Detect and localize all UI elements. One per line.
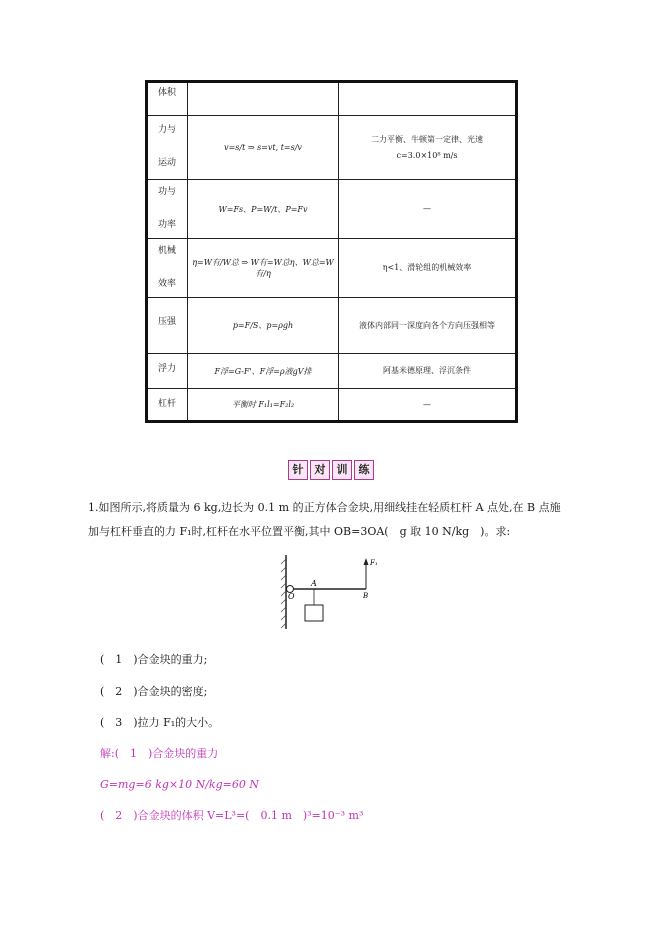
table-row (148, 389, 515, 420)
note-cell: 阿基米德原理、浮沉条件 (383, 366, 471, 376)
note-cell: η<1、滑轮组的机械效率 (382, 263, 472, 273)
label-o: O (288, 592, 295, 601)
label-f1: F₁ (370, 559, 378, 567)
quantity-name: 压强 (148, 298, 188, 353)
lever-diagram (280, 553, 400, 633)
note-cell: 二力平衡、牛顿第一定律、光速 c=3.0×10⁸ m/s (371, 135, 483, 160)
formula-cell: 平衡时 F₁l₁=F₂l₂ (188, 389, 339, 420)
section-title-char: 针 (288, 460, 308, 480)
question-text: 1.如图所示,将质量为 6 kg,边长为 0.1 m 的正方体合金块,用细线挂在轻质杠杆 A 点处,在 B 点施加与杠杆垂直的力 F₁时,杠杆在水平位置平衡,其中 OB=3OA( g 取 10 N/kg )。求: (88, 501, 561, 538)
question-part: ( 2 )合金块的密度; (100, 685, 208, 698)
table-row (148, 354, 515, 389)
formula-cell: p=F/S、p=ρgh (188, 298, 339, 353)
quantity-name: 杠杆 (148, 389, 188, 420)
formula-cell: W=Fs、P=W/t、P=Fv (188, 180, 339, 238)
formula-cell (188, 83, 339, 115)
formula-cell: v=s/t ⇒ s=vt, t=s/v (188, 116, 339, 179)
quantity-name: 机械 效率 (148, 239, 188, 297)
label-b: B (363, 592, 369, 600)
formula-table (145, 80, 518, 423)
solution-line: 解:( 1 )合金块的重力 (100, 747, 219, 760)
section-title-char: 对 (310, 460, 330, 480)
quantity-name: 功与 功率 (148, 180, 188, 238)
section-title-char: 练 (354, 460, 374, 480)
solution-line: G=mg=6 kg×10 N/kg=60 N (100, 778, 259, 791)
table-row (148, 239, 515, 298)
section-title-char: 训 (332, 460, 352, 480)
quantity-name: 力与 运动 (148, 116, 188, 179)
table-row (148, 83, 515, 116)
quantity-name: 体积 (148, 83, 188, 115)
label-a: A (311, 579, 317, 588)
formula-cell: η=W有/W总 ⇒ W有=W总η、W总=W有/η (188, 239, 339, 297)
question-part: ( 3 )拉力 F₁的大小。 (100, 716, 220, 729)
section-title (288, 460, 374, 480)
question-part: ( 1 )合金块的重力; (100, 653, 208, 666)
solution-line: ( 2 )合金块的体积 V=L³=( 0.1 m )³=10⁻³ m³ (100, 809, 364, 822)
note-cell: 液体内部同一深度向各个方向压强相等 (359, 320, 495, 330)
note-cell (339, 83, 515, 115)
table-row (148, 298, 515, 354)
table-row (148, 180, 515, 239)
note-cell: — (423, 204, 431, 214)
formula-cell: F浮=G-F'、F浮=ρ液gV排 (188, 354, 339, 388)
note-cell: — (423, 399, 431, 409)
table-row (148, 116, 515, 180)
quantity-name: 浮力 (148, 354, 188, 388)
